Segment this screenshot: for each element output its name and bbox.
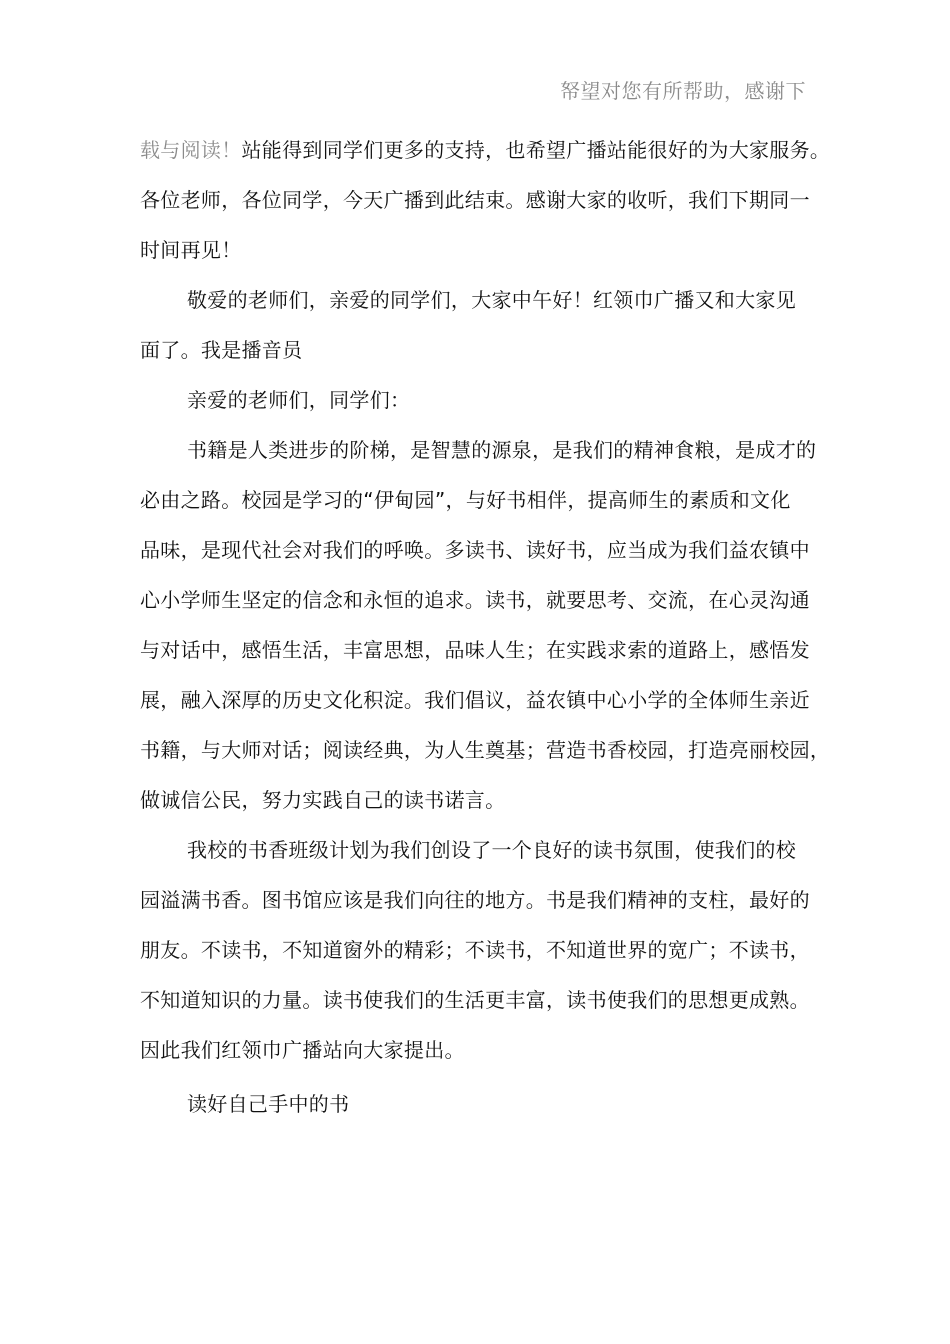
paragraph-line: 敬爱的老师们，亲爱的同学们，大家中午好！红领巾广播又和大家见 bbox=[187, 288, 796, 312]
watermark-text-continued: 载与阅读！ bbox=[140, 138, 242, 162]
paragraph-closing bbox=[140, 125, 830, 275]
document-body bbox=[140, 125, 830, 1129]
paragraph-line: 必由之路。校园是学习的“伊甸园”，与好书相伴，提高师生的素质和文化 bbox=[140, 488, 791, 512]
paragraph-salutation bbox=[140, 375, 830, 425]
paragraph-line: 展，融入深厚的历史文化积淀。我们倡议，益农镇中心小学的全体师生亲近 bbox=[140, 688, 810, 712]
paragraph-line: 各位老师，各位同学，今天广播到此结束。感谢大家的收听，我们下期同一 bbox=[140, 188, 810, 212]
watermark-text-top: 帑望对您有所帮助，感谢下 bbox=[560, 79, 806, 103]
paragraph-line: 书籍，与大师对话；阅读经典，为人生奠基；营造书香校园，打造亮丽校园， bbox=[140, 738, 831, 762]
paragraph-line: 载与阅读！站能得到同学们更多的支持，也希望广播站能很好的为大家服务。 bbox=[140, 138, 831, 162]
paragraph-line: 做诚信公民，努力实践自己的读书诺言。 bbox=[140, 788, 506, 812]
paragraph-line: 心小学师生坚定的信念和永恒的追求。读书，就要思考、交流，在心灵沟通 bbox=[140, 588, 810, 612]
paragraph-line: 朋友。不读书，不知道窗外的精彩；不读书，不知道世界的宽广；不读书， bbox=[140, 938, 810, 962]
paragraph-line: 因此我们红领巾广播站向大家提出。 bbox=[140, 1038, 465, 1062]
paragraph-line: 品味，是现代社会对我们的呼唤。多读书、读好书，应当成为我们益农镇中 bbox=[140, 538, 810, 562]
paragraph-line: 时间再见！ bbox=[140, 238, 242, 262]
paragraph-books bbox=[140, 425, 830, 825]
paragraph-line: 园溢满书香。图书馆应该是我们向往的地方。书是我们精神的支柱，最好的 bbox=[140, 888, 810, 912]
paragraph-heading-read bbox=[140, 1079, 830, 1129]
paragraph-line: 读好自己手中的书 bbox=[187, 1092, 350, 1116]
paragraph-line: 书籍是人类进步的阶梯，是智慧的源泉，是我们的精神食粮，是成才的 bbox=[187, 438, 817, 462]
paragraph-greeting bbox=[140, 275, 830, 375]
paragraph-line: 不知道知识的力量。读书使我们的生活更丰富，读书使我们的思想更成熟。 bbox=[140, 988, 810, 1012]
paragraph-line: 面了。我是播音员 bbox=[140, 338, 303, 362]
paragraph-line: 我校的书香班级计划为我们创设了一个良好的读书氛围，使我们的校 bbox=[187, 838, 796, 862]
paragraph-reading-plan bbox=[140, 825, 830, 1075]
paragraph-line: 亲爱的老师们，同学们： bbox=[187, 388, 411, 412]
paragraph-line: 与对话中，感悟生活，丰富思想，品味人生；在实践求索的道路上，感悟发 bbox=[140, 638, 810, 662]
